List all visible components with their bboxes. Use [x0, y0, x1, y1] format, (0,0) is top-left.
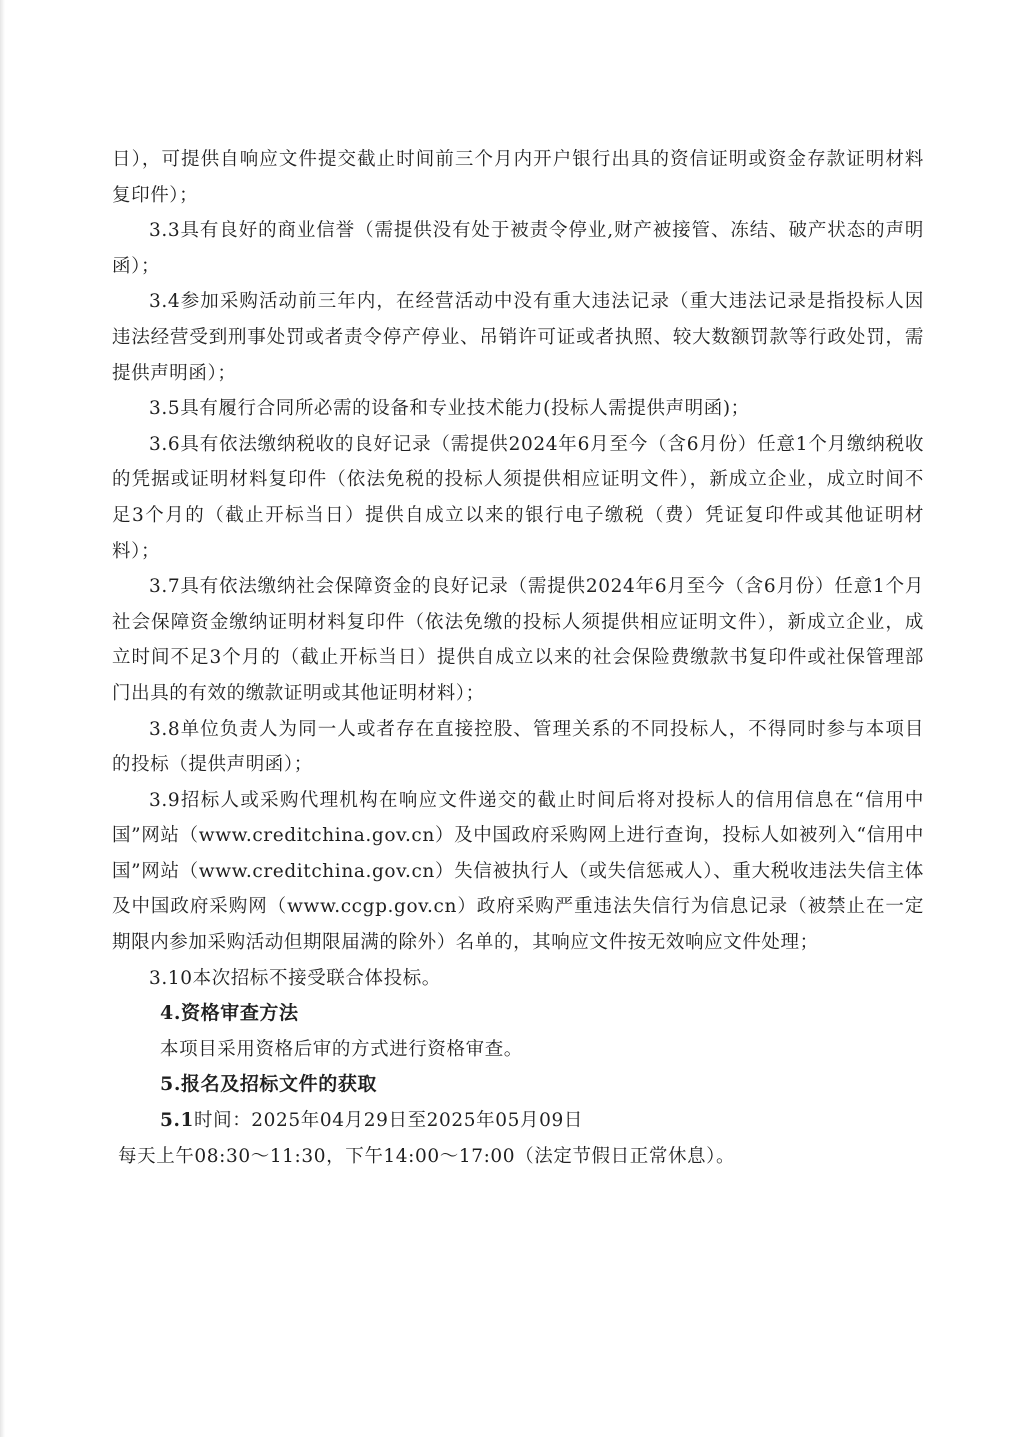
- section-5-1-label: 时间：2025年04月29日至2025年05月09日: [194, 1110, 583, 1132]
- paragraph-3-5-equipment-capability: 3.5具有履行合同所必需的设备和专业技术能力(投标人需提供声明函)；: [149, 398, 750, 420]
- paragraph-3-8-same-principal: 3.8单位负责人为同一人或者存在直接控股、管理关系的不同投标人，不得同时参与本项目的投标（提供声明函）；: [112, 718, 924, 776]
- scan-edge-shadow: [0, 0, 5, 1437]
- paragraph-3-7-social-security: 3.7具有依法缴纳社会保障资金的良好记录（需提供2024年6月至今（含6月份）任意1个月社会保障资金缴纳证明材料复印件（依法免缴的投标人须提供相应证明文件），新成立企业，成立时间不足3个月的（截止开标当日）提供自成立以来的社会保险费缴款书复印件或社保管理部门出具的有效的缴款证明或其他证明材料）；: [112, 576, 924, 704]
- section-5-1-number: 5.1: [160, 1110, 194, 1132]
- paragraph-3-4-no-violations: 3.4参加采购活动前三年内，在经营活动中没有重大违法记录（重大违法记录是指投标人因违法经营受到刑事处罚或者责令停产停业、吊销许可证或者执照、较大数额罚款等行政处罚，需提供声明函）；: [112, 291, 924, 384]
- paragraph-3-6-tax-record: 3.6具有依法缴纳税收的良好记录（需提供2024年6月至今（含6月份）任意1个月缴纳税收的凭据或证明材料复印件（依法免税的投标人须提供相应证明文件），新成立企业，成立时间不足3个月的（截止开标当日）提供自成立以来的银行电子缴税（费）凭证复印件或其他证明材料）；: [112, 433, 924, 562]
- paragraph-3-9-credit-check: 3.9招标人或采购代理机构在响应文件递交的截止时间后将对投标人的信用信息在“信用中国”网站（www.creditchina.gov.cn）及中国政府采购网上进行查询，投标人如被列入“信用中国”网站（www.creditchina.gov.cn）失信被执行人（或失信惩戒人）、重大税收违法失信主体及中国政府采购网（www.ccgp.gov.cn）政府采购严重违法失信行为信息记录（被禁止在一定期限内参加采购活动但期限届满的除外）名单的，其响应文件按无效响应文件处理；: [112, 789, 924, 954]
- paragraph-3-10-no-consortium: 3.10本次招标不接受联合体投标。: [149, 967, 441, 989]
- section-5-1-time: [112, 1103, 924, 1139]
- document-page: [112, 142, 924, 1174]
- section-4-text: 本项目采用资格后审的方式进行资格审查。: [160, 1038, 523, 1060]
- paragraph-3-3-business-reputation: 3.3具有良好的商业信誉（需提供没有处于被责令停业,财产被接管、冻结、破产状态的声明函）；: [112, 220, 924, 277]
- section-5-hours: 每天上午08:30～11:30，下午14:00～17:00（法定节假日正常休息）。: [118, 1145, 736, 1167]
- paragraph-continuation: 日），可提供自响应文件提交截止时间前三个月内开户银行出具的资信证明或资金存款证明材料复印件）；: [112, 149, 924, 206]
- section-4-heading: 4.资格审查方法: [160, 1002, 299, 1025]
- section-5-heading: 5.报名及招标文件的获取: [160, 1073, 378, 1096]
